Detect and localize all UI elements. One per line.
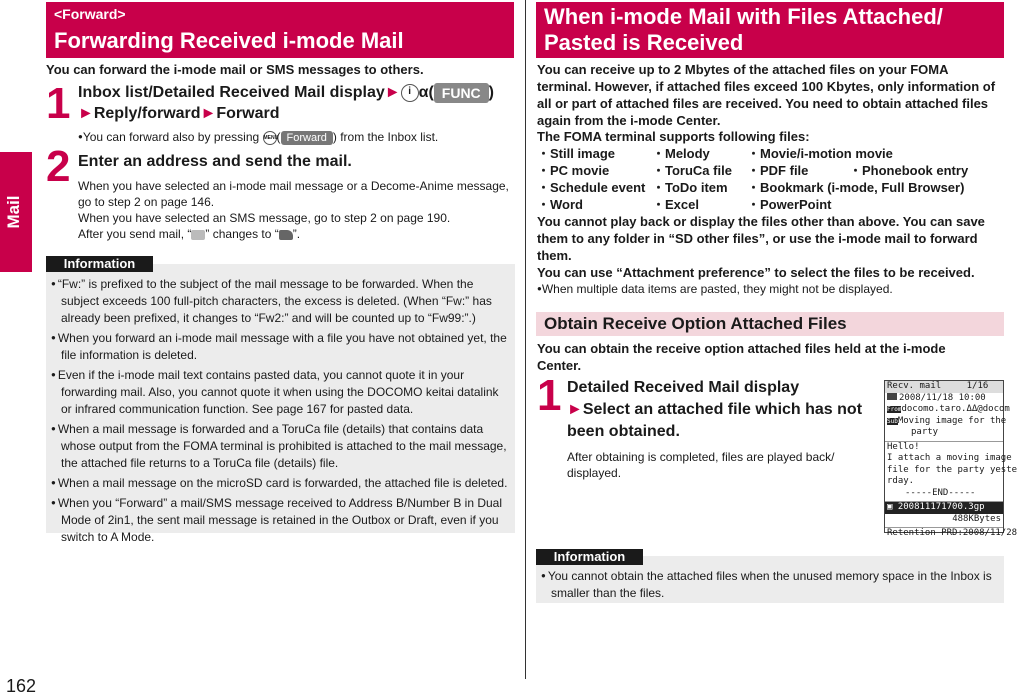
left-step1-line1: Inbox list/Detailed Received Mail display: [78, 84, 385, 101]
body3-c: ”.: [292, 227, 301, 241]
file-type: ・Schedule event: [537, 180, 646, 195]
screen-body3: file for the party yeste: [887, 464, 1017, 475]
screen-retention: Retention PRD:2008/11/28: [887, 528, 1017, 538]
side-tab: [0, 152, 32, 272]
right-para4: You can use “Attachment preference” to select the files to be received.: [537, 265, 975, 280]
screen-subject-row: [885, 415, 1007, 428]
right-para1: You can receive up to 2 Mbytes of the attached files on your FOMA terminal. However, if attached files exceed 100 Kbytes, only information of all or part of attached files are received. You need to obtain attached files again from the i-mode Center.: [537, 62, 996, 128]
arrow-icon: ►: [384, 84, 401, 101]
from-tag: From: [887, 406, 902, 413]
right-header-line2: Pasted is Received: [544, 30, 744, 55]
alpha-key-label: α: [418, 84, 429, 101]
screen-subject2-row: party: [911, 427, 939, 437]
left-step2-body1: When you have selected an i-mode mail message or a Decome-Anime message, go to step 2 on page 146.: [78, 179, 509, 209]
note-text-a: You can forward also by pressing: [82, 130, 263, 144]
left-step1-title: Inbox list/Detailed Received Mail display► i α( FUNC ) ►Reply/forward►Forward: [78, 84, 494, 122]
body3-a: After you send mail, “: [78, 227, 192, 241]
left-step2-body: [78, 178, 518, 242]
file-type: ・PDF file: [747, 163, 809, 178]
right-sub-header: Obtain Receive Option Attached Files: [536, 312, 1004, 336]
screen-body2: I attach a moving image: [887, 453, 1012, 463]
imode-key-icon: i: [401, 84, 419, 102]
body3-b: ” changes to “: [205, 227, 279, 241]
left-header-small: <Forward>: [54, 6, 126, 22]
left-step1-number: 1: [46, 79, 71, 128]
left-section-header: [46, 2, 514, 58]
left-header-title: Forwarding Received i-mode Mail: [54, 28, 404, 53]
file-type: ・Movie/i-motion movie: [747, 146, 893, 161]
file-type: ・ToDo item: [652, 180, 728, 195]
file-type: ・Word: [537, 197, 583, 212]
left-step1-note: ●You can forward also by pressing MENU( Forward ) from the Inbox list.: [78, 130, 439, 144]
file-type: ・Melody: [652, 146, 710, 161]
right-step1-line1: Detailed Received Mail display: [567, 379, 800, 396]
right-note1-text: When multiple data items are pasted, they might not be displayed.: [541, 282, 893, 296]
screen-from: docomo.taro.ΔΔ@docom: [901, 404, 1010, 414]
func-softkey: FUNC: [434, 83, 489, 103]
screen-count: 1/16: [966, 381, 989, 391]
bullet-icon: ●: [537, 284, 542, 293]
left-step2-title: Enter an address and send the mail.: [78, 153, 352, 170]
screen-body1: Hello!: [885, 441, 1003, 454]
screen-subject1: Moving image for the: [897, 415, 1007, 426]
left-intro: You can forward the i-mode mail or SMS messages to others.: [46, 62, 424, 77]
right-section-header: [536, 2, 1004, 58]
right-info-label: Information: [536, 549, 643, 565]
side-tab-label: Mail: [4, 195, 23, 229]
arrow-icon: ►: [78, 105, 94, 122]
arrow-icon: ►: [200, 105, 217, 122]
mail-sent-icon: [279, 230, 293, 240]
left-step1-reply: Reply/forward: [93, 105, 201, 122]
right-step1-body: After obtaining is completed, files are played back/ displayed.: [567, 450, 835, 480]
right-para5: You can obtain the receive option attached files held at the i-mode Center.: [537, 341, 946, 373]
file-type: ・Bookmark (i-mode, Full Browser): [747, 180, 965, 195]
menu-key-icon: MENU: [263, 131, 277, 145]
info-item: ● When you forward an i-mode mail message with a file you have not obtained yet, the file information is deleted.: [51, 329, 510, 364]
right-step1-line2: Select an attached file which has not been obtained.: [567, 401, 863, 440]
attachment-icon: ▣: [887, 502, 893, 512]
bullet-icon: ●: [78, 132, 83, 141]
forward-softkey: Forward: [281, 131, 333, 145]
info-item: ● When a mail message on the microSD card is forwarded, the attached file is deleted.: [51, 474, 510, 492]
screen-file-row[interactable]: [885, 501, 1003, 514]
mail-icon: [887, 393, 897, 400]
screen-size: 488KBytes: [952, 513, 1001, 524]
file-type-table: [537, 145, 1001, 215]
file-type: ・ToruCa file: [652, 163, 732, 178]
screen-from-row: [885, 404, 1010, 416]
screen-file: 200811171700.3gp: [897, 502, 985, 512]
right-para3: You cannot play back or display the files other than above. You can save them to any folder in “SD other files”, or use the i-mode mail to forward them.: [537, 214, 985, 263]
left-step1-forward: Forward: [216, 105, 280, 122]
right-step1-number: 1: [537, 371, 562, 420]
right-header-line1: When i-mode Mail with Files Attached/: [544, 4, 943, 29]
right-step1-title: [567, 377, 877, 443]
file-type: ・PowerPoint: [747, 197, 832, 212]
right-para2: The FOMA terminal supports following files:: [537, 129, 810, 144]
info-item: ● Even if the i-mode mail text contains pasted data, you cannot quote it in your forwarding mail. Also, you cannot quote it when using the DOCOMO keitai datalink or infrared communication function. See page 167 for pasted data.: [51, 366, 510, 418]
left-step2-body3: [78, 226, 518, 242]
screen-date-row: [885, 393, 1003, 405]
left-info-list: [51, 275, 510, 546]
info-item: ● When you “Forward” a mail/SMS message received to Address B/Number B in Dual Mode of 2in1, the sent mail message is retained in the Outbox or Draft, even if you switch to A Mode.: [51, 494, 510, 546]
column-divider: [525, 0, 526, 679]
screen-header: [885, 381, 1003, 393]
info-item: ● When a mail message is forwarded and a ToruCa file (details) that contains data whose output from the FOMA terminal is prohibited is attached to the mail message, the attached file returns to a ToruCa file (details) file.: [51, 420, 510, 472]
screen-end: -----END-----: [905, 487, 976, 498]
right-info-list: [541, 567, 999, 602]
left-step2-number: 2: [46, 142, 71, 191]
phone-screen: [884, 380, 1017, 538]
file-type: ・Phonebook entry: [849, 163, 969, 178]
note-text-b: from the Inbox list.: [336, 130, 439, 144]
mail-unsent-icon: [191, 230, 205, 240]
screen-title: Recv. mail: [887, 381, 942, 391]
left-step2-body2: When you have selected an SMS message, go to step 2 on page 190.: [78, 211, 451, 225]
sub-tag: Sub: [887, 417, 898, 425]
screen-date: 2008/11/18 10:00: [899, 392, 986, 403]
info-item: ● “Fw:” is prefixed to the subject of the mail message to be forwarded. When the subject exceeds 100 full-pitch characters, the excess is deleted. (When “Fw:” has already been prefixed, it changes to “Fw2:” and will be counted up to “Fw99:”.): [51, 275, 510, 327]
file-type: ・Still image: [537, 146, 616, 161]
left-info-label: Information: [46, 256, 153, 272]
info-item: ● You cannot obtain the attached files when the unused memory space in the Inbox is smaller than the files.: [541, 567, 999, 602]
file-type: ・PC movie: [537, 163, 610, 178]
right-note1: [537, 281, 1003, 297]
arrow-icon: ►: [567, 401, 583, 418]
file-type: ・Excel: [652, 197, 699, 212]
page-number: 162: [6, 676, 37, 696]
screen-body4: rday.: [887, 476, 915, 486]
